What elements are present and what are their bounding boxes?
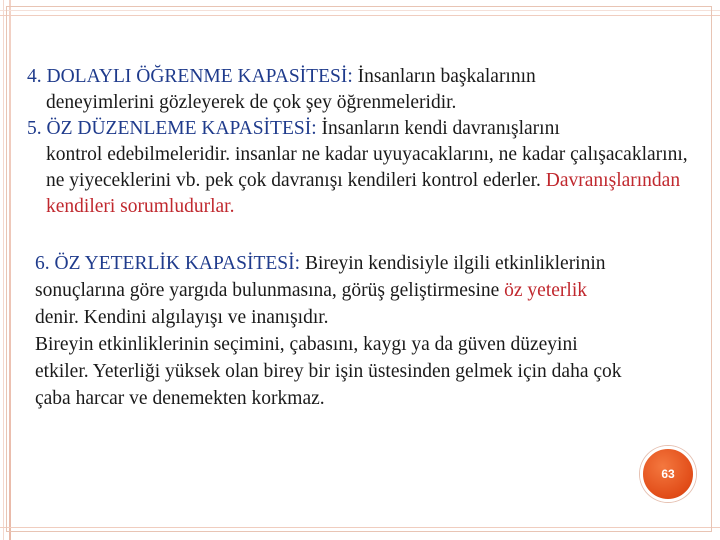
list-item-5-first-line <box>27 116 692 142</box>
list-item-5-title: 5. ÖZ DÜZENLEME KAPASİTESİ: <box>27 118 317 139</box>
list-item-5-highlight: Davranışlarından kendileri sorumludurlar. <box>46 170 681 217</box>
paragraph-6-text1: Bireyin kendisiyle ilgili etkinliklerinin sonuçlarına göre yargıda bulunmasına, görüş geliştirmesine <box>35 253 606 301</box>
list-item-4-first-line <box>27 64 692 90</box>
list-item-5-body <box>27 142 692 220</box>
paragraph-6-text2: denir. Kendini algılayışı ve inanışıdır. <box>35 307 329 328</box>
paragraph-6-text3: Bireyin etkinliklerinin seçimini, çabasını, kaygı ya da güven düzeyini etkiler. Yeterliği yüksek olan birey bir işin üstesinden gelmek için daha çok çaba harcar ve denemekten korkmaz. <box>35 334 622 409</box>
list-item-4-title: 4. DOLAYLI ÖĞRENME KAPASİTESİ: <box>27 66 353 87</box>
list-item-4-text: deneyimlerini gözleyerek de çok şey öğrenmeleridir. <box>46 92 457 113</box>
numbered-list <box>27 64 692 220</box>
list-item-4 <box>27 64 692 116</box>
page-number-badge <box>640 446 696 502</box>
paragraph-6-highlight: öz yeterlik <box>504 280 587 301</box>
list-item-5-text: kontrol edebilmeleridir. insanlar ne kadar uyuyacaklarını, ne kadar çalışacaklarını, ne yiyeceklerini vb. pek çok davranışı kendileri kontrol ederler. <box>46 144 688 191</box>
page-number: 63 <box>661 467 675 481</box>
paragraph-6 <box>35 250 635 412</box>
list-item-5-text-line1: İnsanların kendi davranışlarını <box>316 118 560 139</box>
decorative-rule-left-outer <box>3 0 4 540</box>
list-item-5 <box>27 116 692 220</box>
paragraph-6-title: 6. ÖZ YETERLİK KAPASİTESİ: <box>35 253 301 274</box>
list-item-4-text-line1: İnsanların başkalarının <box>352 66 536 87</box>
